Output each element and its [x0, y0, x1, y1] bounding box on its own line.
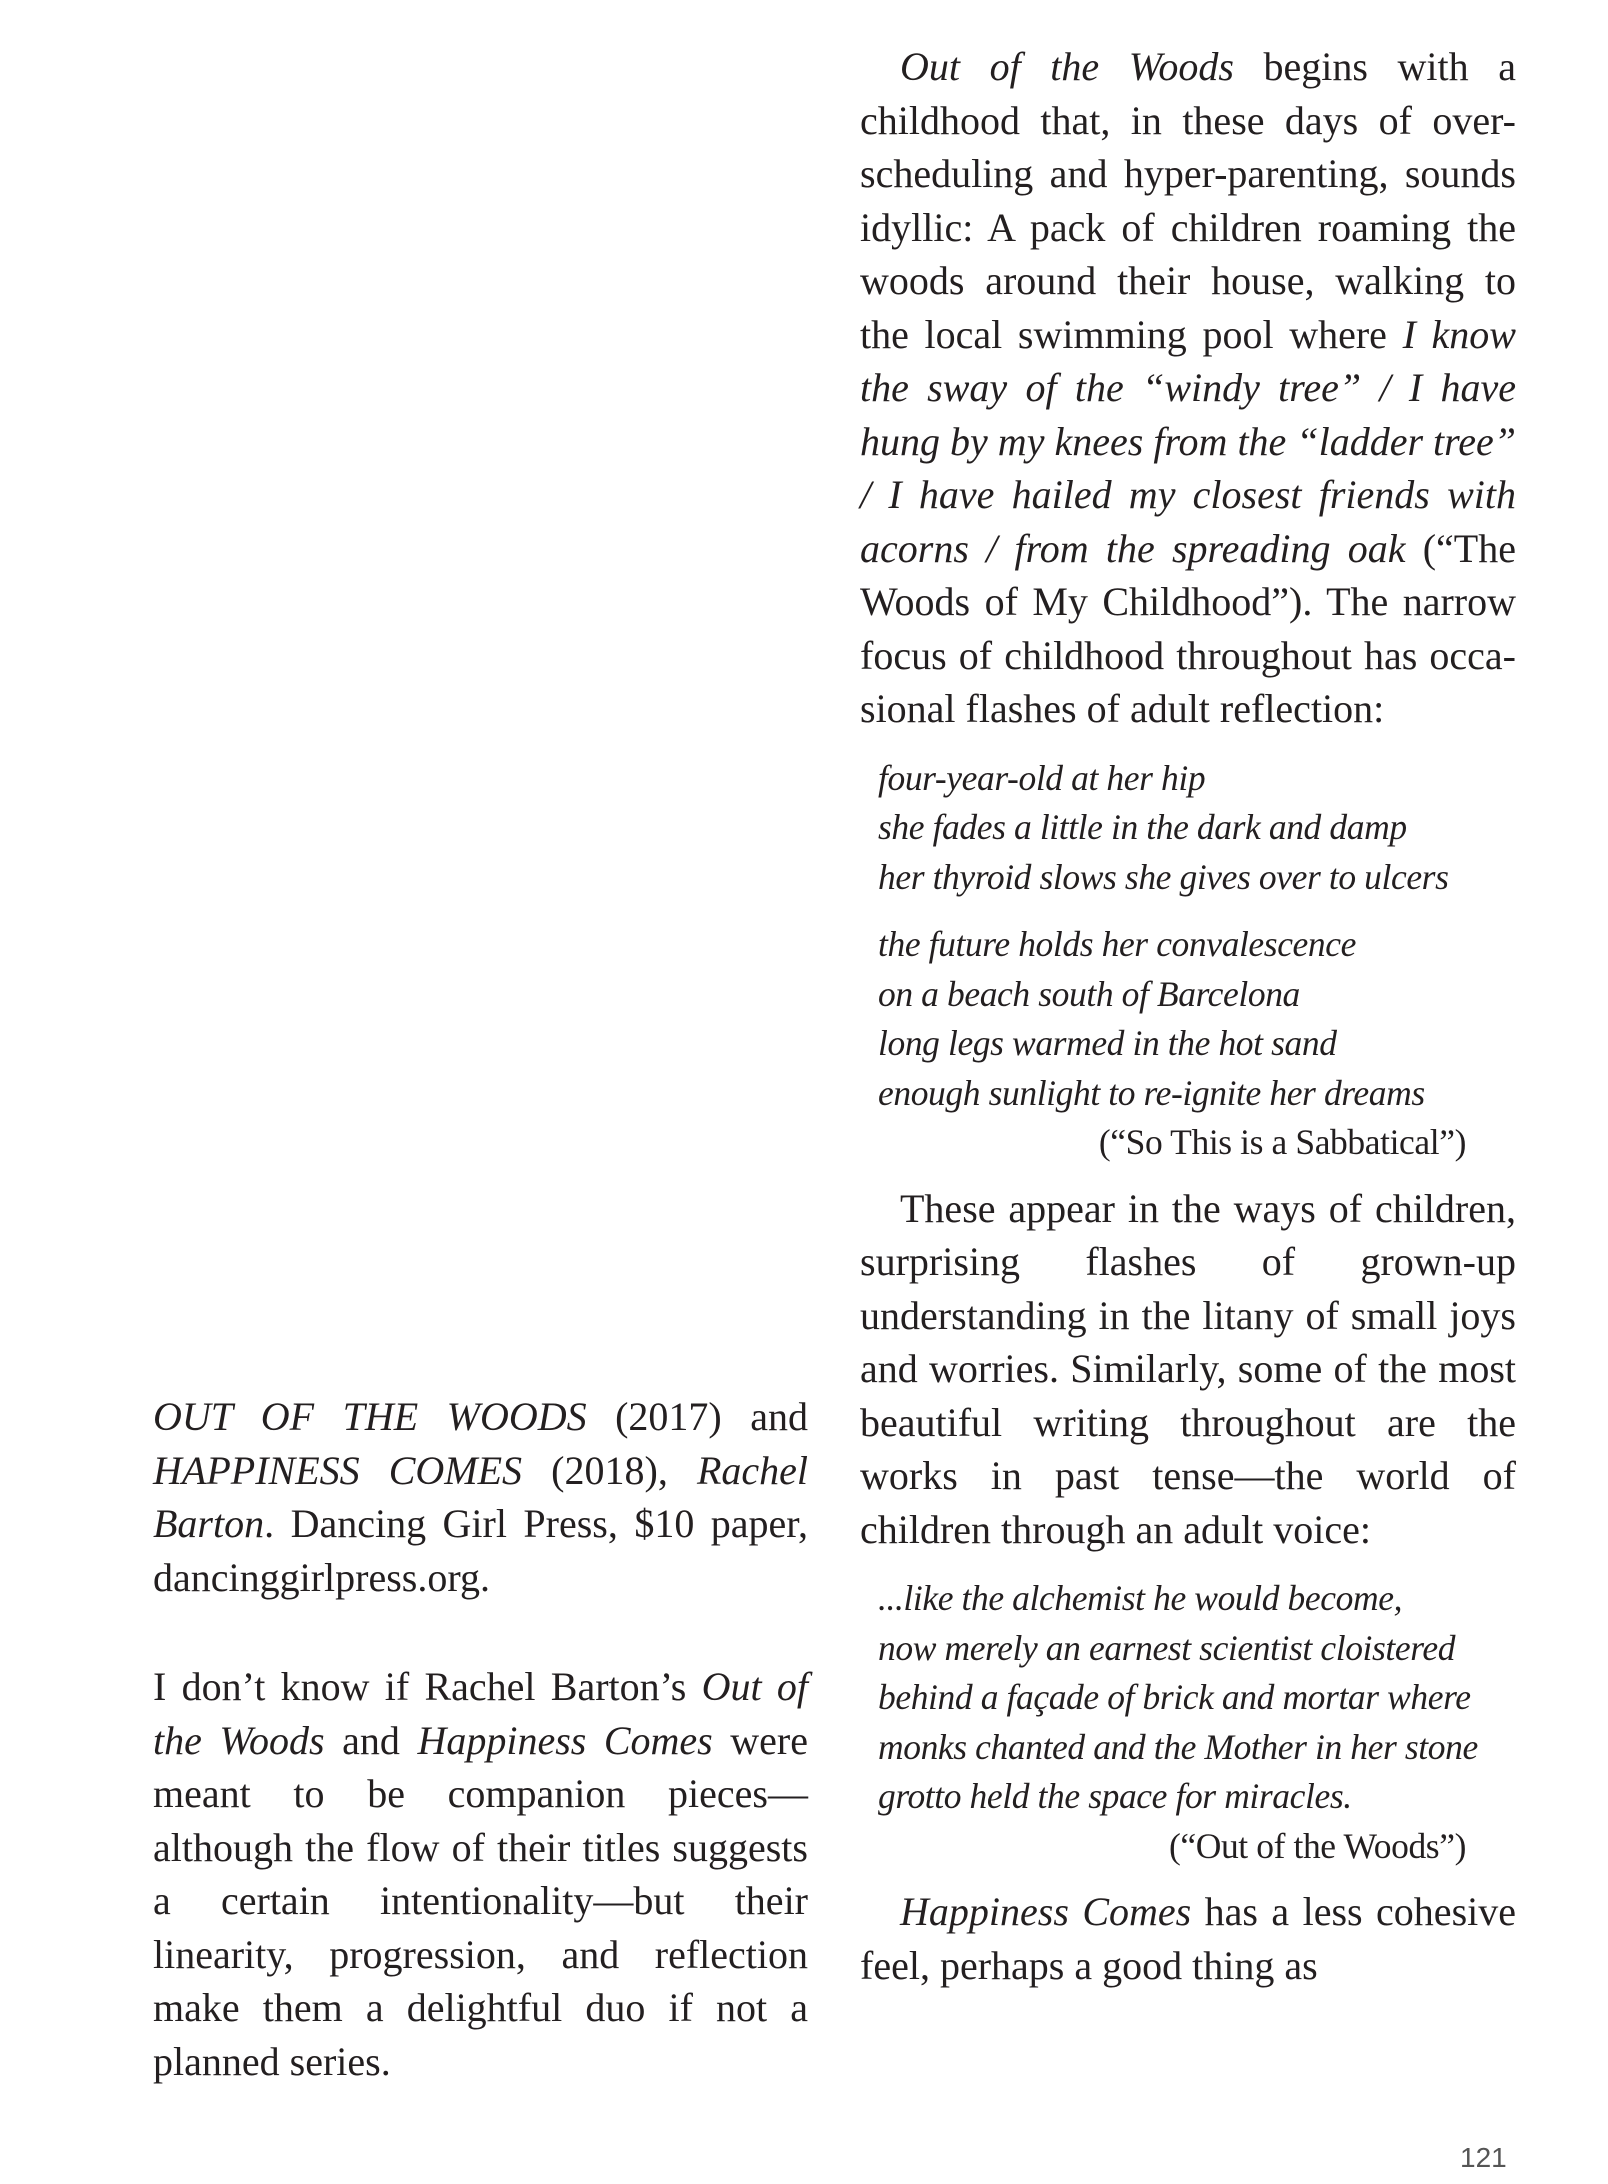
paragraph-1: Out of the Woods begins with a childhood that, in these days of over-scheduling and hyper-parenting, sounds idyllic: A pack of children roaming the woods around their house, walking to the local swimming pool where I know the sway of the “windy tree” / I have hung by my knees from the “ladder tree” / I have hailed my closest friends with acorns / from the spreading oak (“The Woods of My Childhood”). The narrow focus of childhood throughout has occasional flashes of adult reflection:: [860, 44, 1516, 731]
author-name: Rachel Barton: [153, 1447, 808, 1546]
poem-source: (“Out of the Woods”): [1168, 1825, 1466, 1866]
poem-excerpt-1: [878, 754, 1516, 1168]
poem-line: four-year-old at her hip: [878, 757, 1206, 798]
spacer: [153, 1604, 808, 1660]
poem-line: on a beach south of Barcelona: [878, 973, 1300, 1014]
poem-source: (“So This is a Sabbatical”): [1098, 1122, 1466, 1162]
page-number: 121: [1460, 2142, 1507, 2173]
poem-line: her thyroid slows she gives over to ulcers: [878, 856, 1449, 897]
year-2: (2018),: [522, 1447, 697, 1493]
year-1: (2017) and: [586, 1394, 808, 1439]
poem-stanza: [878, 754, 1516, 903]
intro-paragraph: I don’t know if Rachel Barton’s Out of the Woods and Happiness Comes were meant to be companion pieces—although the flow of their titles suggests a certain intentionality—but their linearity, progression, and reflection make them a delightful duo if not a planned series.: [153, 1664, 808, 2084]
poem-line: behind a façade of brick and mortar where: [878, 1677, 1471, 1717]
poem-line: monks chanted and the Mother in her stone: [878, 1726, 1478, 1767]
paragraph-2: These appear in the ways of children, surprising flashes of grown-up understanding in the litany of small joys and worries. Similarly, some of the most beautiful writing throughout are the works in past tense—the world of children through an adult voice:: [860, 1185, 1516, 1552]
book-title-1: OUT OF THE WOODS: [153, 1394, 587, 1439]
poem-line: long legs warmed in the hot sand: [878, 1023, 1337, 1063]
poem-stanza: [878, 920, 1516, 1168]
poem-line: now merely an earnest scientist cloistered: [878, 1627, 1456, 1668]
poem-stanza: [878, 1574, 1516, 1871]
poem-line: enough sunlight to re-ignite her dreams: [878, 1072, 1425, 1113]
left-column: [153, 1390, 808, 2088]
poem-line: grotto held the space for miracles.: [878, 1776, 1352, 1816]
publisher-info: . Dancing Girl Press, $10 paper, dancinggirlpress.org.: [153, 1501, 808, 1600]
book-title-2: HAPPINESS COMES: [153, 1447, 523, 1493]
poem-line: she fades a little in the dark and damp: [878, 807, 1407, 847]
poem-line: the future holds her convalescence: [878, 924, 1356, 964]
poem-line: ...like the alchemist he would become,: [878, 1578, 1403, 1618]
paragraph-3: Happiness Comes has a less cohesive feel, perhaps a good thing as: [860, 1889, 1516, 1988]
poem-excerpt-2: [878, 1574, 1516, 1871]
right-column: [860, 40, 1516, 1992]
book-citation: [153, 1390, 808, 1604]
inline-quote: I know the sway of the “windy tree” / I have hung by my knees from the “ladder tree” / I have hailed my closest friends with acorns / from the spreading oak: [860, 311, 1516, 571]
